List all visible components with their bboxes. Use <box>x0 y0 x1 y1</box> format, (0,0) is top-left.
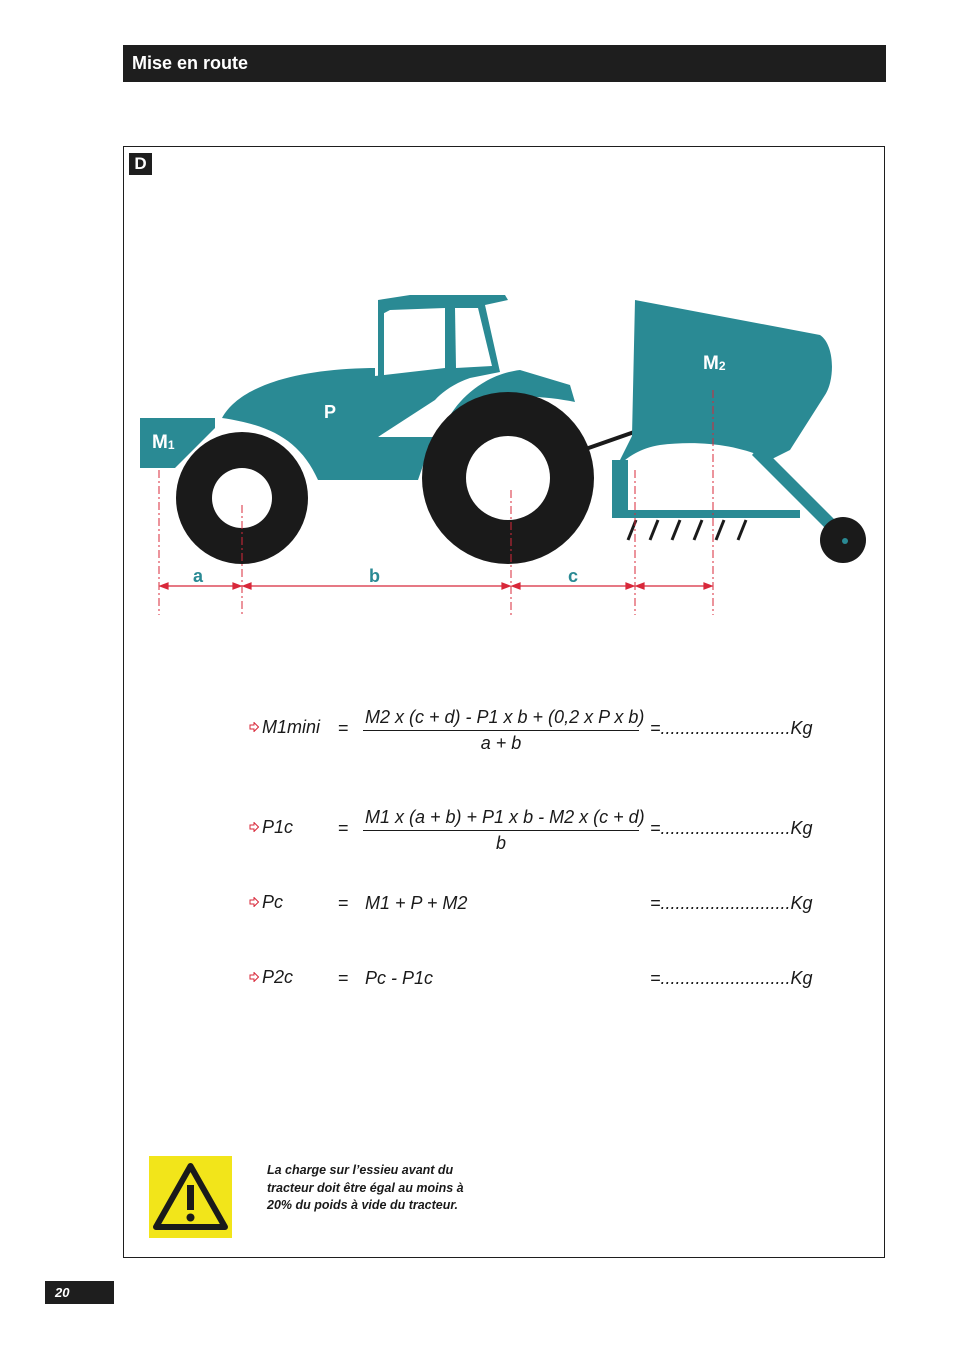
arrow-bullet-icon <box>249 722 259 732</box>
formula-p1c-numerator: M1 x (a + b) + P1 x b - M2 x (c + d) <box>363 807 639 831</box>
formula-p1c-result: =..........................Kg <box>650 818 813 838</box>
section-title: Mise en route <box>132 53 249 73</box>
figure-label: D <box>129 153 152 175</box>
formula-p1c-name: P1c <box>249 817 293 838</box>
arrow-bullet-icon <box>249 822 259 832</box>
arrow-bullet-icon <box>249 972 259 982</box>
label-b: b <box>369 566 380 586</box>
formula-p2c-eq: = <box>338 968 349 988</box>
arrow-bullet-icon <box>249 897 259 907</box>
formula-m1mini-denominator: a + b <box>480 733 522 753</box>
formula-p1c-eq: = <box>338 818 349 838</box>
warning-panel <box>149 1156 232 1238</box>
formula-p2c-expression: Pc - P1c <box>365 968 434 988</box>
warning-text: La charge sur l’essieu avant du tracteur doit être égal au moins à 20% du poids à vide du tracteur. <box>267 1163 464 1212</box>
formula-p2c-result: =..........................Kg <box>650 968 813 988</box>
formula-m1mini-numerator: M2 x (c + d) - P1 x b + (0,2 x P x b) <box>363 707 639 731</box>
formula-m1mini-name: M1mini <box>249 717 320 738</box>
formula-p1c-fraction <box>363 807 645 854</box>
label-p: P <box>324 402 337 422</box>
label-a: a <box>193 566 204 586</box>
cab-window-left <box>375 308 445 376</box>
formula-pc-name: Pc <box>249 892 283 913</box>
formula-pc-result: =..........................Kg <box>650 893 813 913</box>
label-m1: M1 <box>152 432 175 453</box>
page-number-bar <box>45 1281 114 1304</box>
implement-tines <box>628 520 746 540</box>
page-number: 20 <box>55 1285 70 1300</box>
warning-triangle-icon <box>149 1156 232 1238</box>
formula-p1c-denominator: b <box>495 833 506 853</box>
formula-m1mini-eq: = <box>338 718 349 738</box>
formula-pc-eq: = <box>338 893 349 913</box>
implement-hopper <box>615 300 832 470</box>
label-m2: M2 <box>703 353 726 374</box>
dimension-arrows <box>160 583 712 589</box>
formula-pc-expression: M1 + P + M2 <box>365 893 468 913</box>
label-c: c <box>568 566 579 586</box>
formula-p2c-name: P2c <box>249 967 293 988</box>
formula-m1mini-fraction <box>363 707 645 754</box>
formula-m1mini-result: =..........................Kg <box>650 718 813 738</box>
